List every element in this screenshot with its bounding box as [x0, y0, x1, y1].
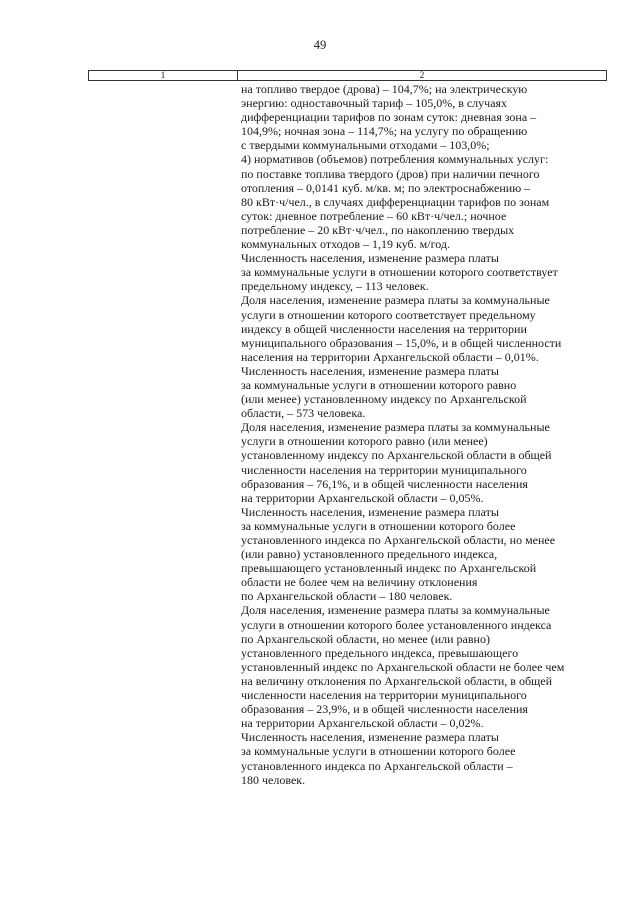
text-line: предельному индексу, – 113 человек.	[241, 279, 429, 294]
text-line: на величину отклонения по Архангельской области, в общей	[241, 673, 553, 688]
text-line: области, – 573 человека.	[241, 406, 366, 421]
text-line: за коммунальные услуги в отношении которого равно	[241, 377, 517, 392]
text-line: услуги в отношении которого равно (или менее)	[241, 434, 488, 449]
text-line: за коммунальные услуги в отношении которого более	[241, 518, 516, 533]
text-line: образования – 76,1%, и в общей численности населения	[241, 476, 528, 491]
text-line: отопления – 0,0141 куб. м/кв. м; по электроснабжению –	[241, 180, 531, 195]
text-line: индексу в общей численности населения на территории	[241, 321, 527, 336]
text-line: установленного индекса по Архангельской области, но менее	[241, 533, 556, 547]
table-cell-text	[241, 82, 601, 787]
text-line: превышающего установленный индекс по Архангельской	[241, 561, 537, 576]
text-line: по поставке топлива твердого (дров) при наличии печного	[241, 166, 540, 181]
text-line: установленного индекса по Архангельской области –	[241, 758, 513, 773]
text-line: образования – 23,9%, и в общей численности населения	[241, 702, 528, 717]
text-line: энергию: одноставочный тариф – 105,0%, в случаях	[241, 96, 508, 111]
text-line: Доля населения, изменение размера платы за коммунальные	[241, 293, 550, 308]
page-number: 49	[313, 38, 327, 52]
text-line: 104,9%; ночная зона – 114,7%; на услугу по обращению	[241, 124, 528, 139]
text-line: 4) нормативов (объемов) потребления коммунальных услуг:	[241, 152, 549, 167]
text-line: за коммунальные услуги в отношении которого более	[241, 744, 516, 759]
text-line: установленного предельного индекса, превышающего	[241, 645, 519, 660]
text-line: Численность населения, изменение размера платы	[241, 730, 499, 745]
text-line: дифференциации тарифов по зонам суток: дневная зона –	[241, 110, 537, 125]
text-line: на территории Архангельской области – 0,02%.	[241, 716, 484, 731]
text-line: на территории Архангельской области – 0,05%.	[241, 490, 484, 505]
text-line: населения на территории Архангельской области – 0,01%.	[241, 349, 539, 364]
text-line: 80 кВт·ч/чел., в случаях дифференциации тарифов по зонам	[241, 194, 550, 209]
text-line: Численность населения, изменение размера платы	[241, 363, 499, 378]
text-line: (или равно) установленного предельного индекса,	[241, 547, 498, 562]
text-line: потребление – 20 кВт·ч/чел., по накоплению твердых	[241, 222, 515, 237]
text-line: по Архангельской области, но менее (или равно)	[241, 631, 490, 646]
text-line: услуги в отношении которого более установленного индекса	[241, 617, 552, 632]
text-line: коммунальных отходов – 1,19 куб. м/год.	[241, 237, 450, 252]
text-line: на топливо твердое (дрова) – 104,7%; на электрическую	[241, 82, 528, 96]
text-line: области не более чем на величину отклонения	[241, 575, 478, 590]
text-line: по Архангельской области – 180 человек.	[241, 589, 453, 604]
text-line: численности населения на территории муниципального	[241, 688, 527, 703]
text-line: с твердыми коммунальными отходами – 103,0%;	[241, 138, 490, 153]
text-line: установленному индексу по Архангельской области в общей	[241, 448, 552, 463]
text-line: (или менее) установленному индексу по Архангельской	[241, 392, 527, 407]
table-column-header	[88, 70, 607, 81]
text-line: 180 человек.	[241, 772, 306, 787]
column-2-header: 2	[419, 70, 425, 80]
text-line: установленный индекс по Архангельской области не более чем	[241, 659, 565, 674]
text-line: численности населения на территории муниципального	[241, 462, 527, 477]
text-line: суток: дневное потребление – 60 кВт·ч/чел.; ночное	[241, 208, 507, 223]
text-line: Доля населения, изменение размера платы за коммунальные	[241, 420, 550, 435]
text-line: муниципального образования – 15,0%, и в общей численности	[241, 335, 562, 350]
text-line: за коммунальные услуги в отношении которого соответствует	[241, 265, 558, 280]
text-line: Численность населения, изменение размера платы	[241, 504, 499, 519]
text-line: услуги в отношении которого соответствует предельному	[241, 307, 536, 322]
column-1-header: 1	[89, 71, 238, 80]
text-line: Численность населения, изменение размера платы	[241, 251, 499, 266]
text-line: Доля населения, изменение размера платы за коммунальные	[241, 603, 550, 618]
